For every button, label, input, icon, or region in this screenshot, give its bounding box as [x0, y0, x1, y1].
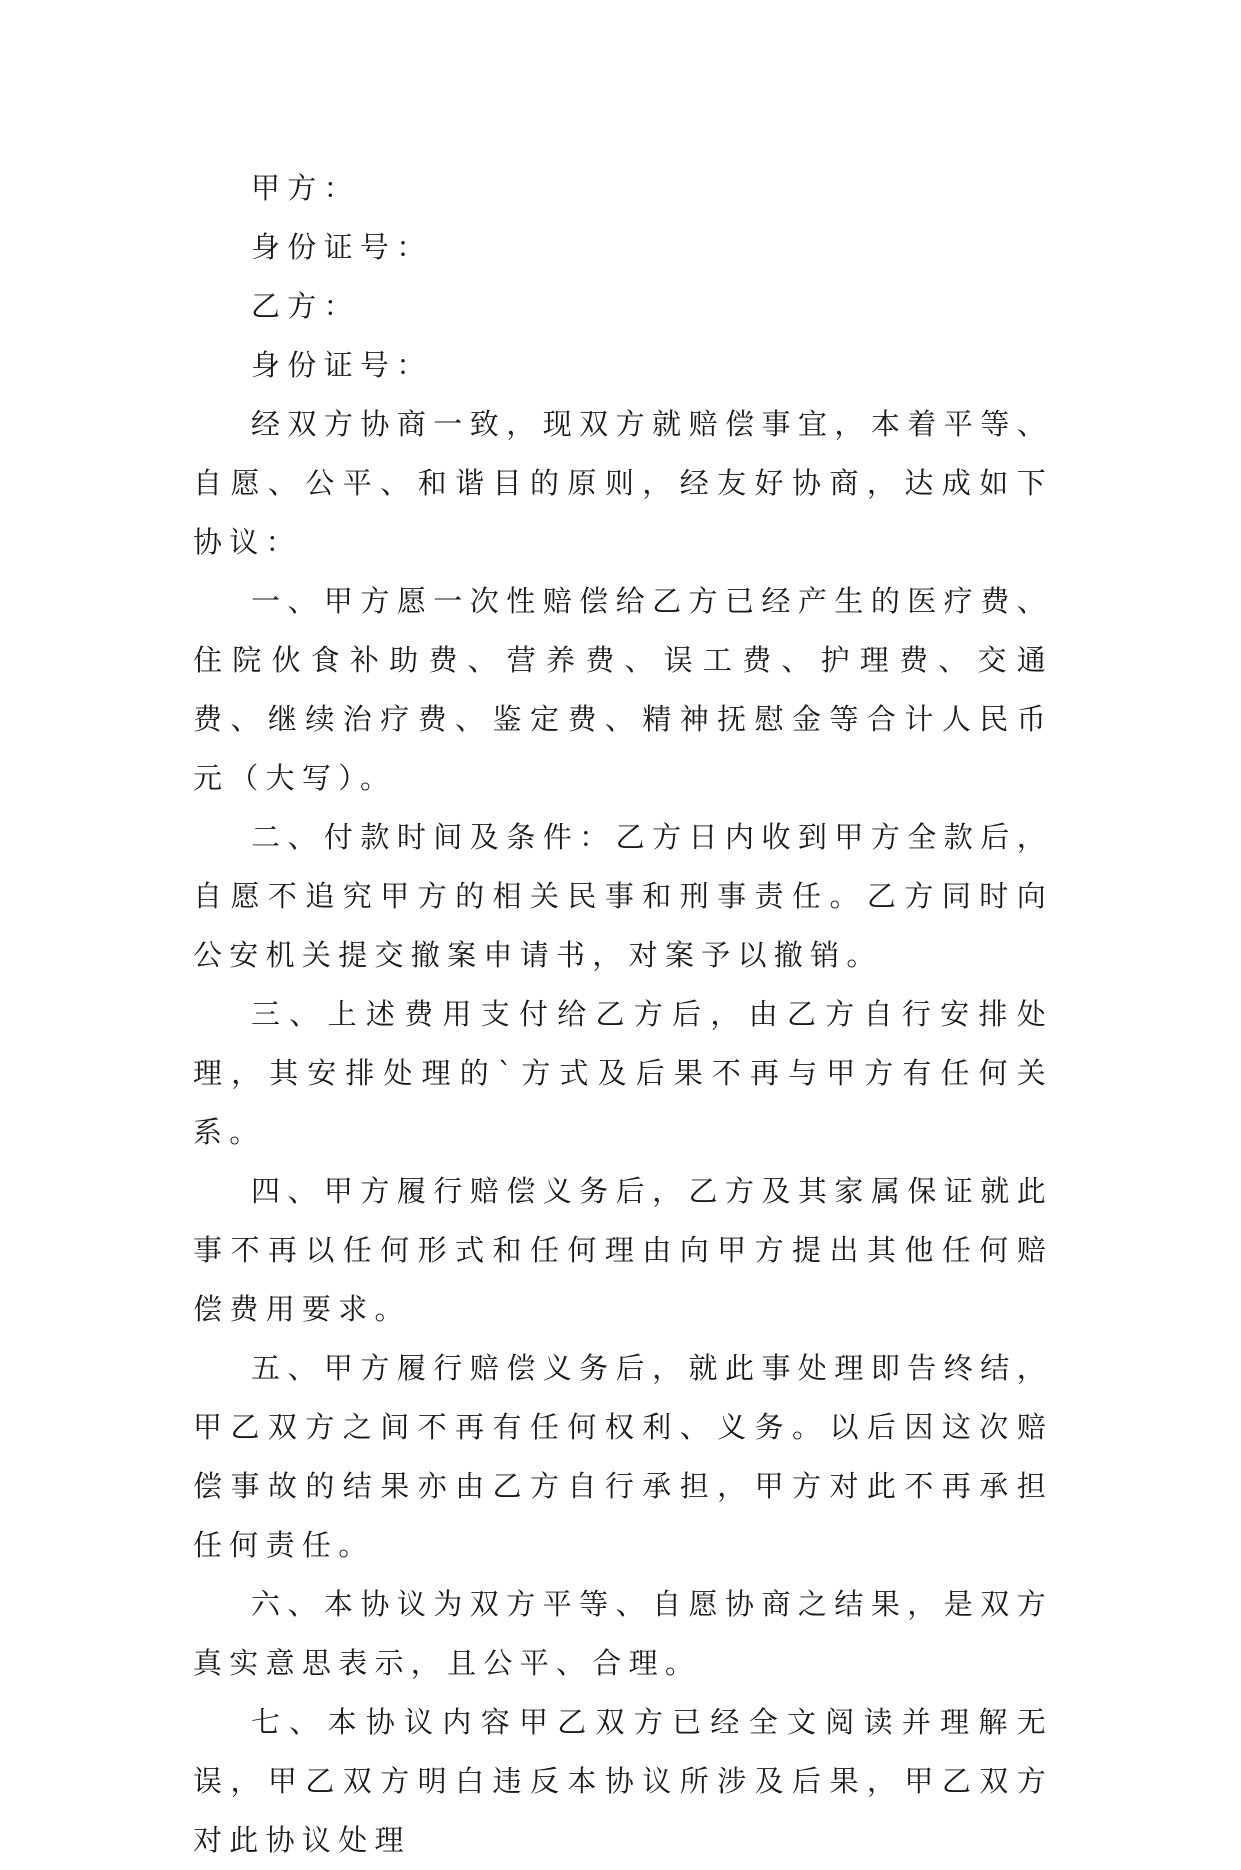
- party-a-id-field: 身份证号：: [251, 230, 433, 264]
- document-body: [193, 159, 1053, 1870]
- party-b-field: 乙方：: [251, 289, 360, 323]
- clause-5-paragraph: 五、甲方履行赔偿义务后，就此事处理即告终结，甲乙双方之间不再有任何权利、义务。以后因这次赔偿事故的结果亦由乙方自行承担，甲方对此不再承担任何责任。: [193, 1351, 1053, 1562]
- clause-4-paragraph: 四、甲方履行赔偿义务后，乙方及其家属保证就此事不再以任何形式和任何理由向甲方提出其他任何赔偿费用要求。: [193, 1174, 1053, 1326]
- party-a-field: 甲方：: [251, 171, 360, 205]
- preamble-paragraph: 经双方协商一致，现双方就赔偿事宜，本着平等、自愿、公平、和谐目的原则，经友好协商，达成如下协议：: [193, 407, 1053, 559]
- clause-7-paragraph: 七、本协议内容甲乙双方已经全文阅读并理解无误，甲乙双方明白违反本协议所涉及后果，甲乙双方对此协议处理: [193, 1705, 1053, 1857]
- clause-1-paragraph: 一、甲方愿一次性赔偿给乙方已经产生的医疗费、住院伙食补助费、营养费、误工费、护理费、交通费、继续治疗费、鉴定费、精神抚慰金等合计人民币元（大写）。: [193, 584, 1053, 795]
- clause-2-paragraph: 二、付款时间及条件：乙方日内收到甲方全款后，自愿不追究甲方的相关民事和刑事责任。乙方同时向公安机关提交撤案申请书，对案予以撤销。: [193, 820, 1053, 972]
- clause-3-paragraph: 三、上述费用支付给乙方后，由乙方自行安排处理，其安排处理的`方式及后果不再与甲方有任何关系。: [193, 997, 1053, 1149]
- party-b-id-field: 身份证号：: [251, 348, 433, 382]
- clause-6-paragraph: 六、本协议为双方平等、自愿协商之结果，是双方真实意思表示，且公平、合理。: [193, 1587, 1053, 1680]
